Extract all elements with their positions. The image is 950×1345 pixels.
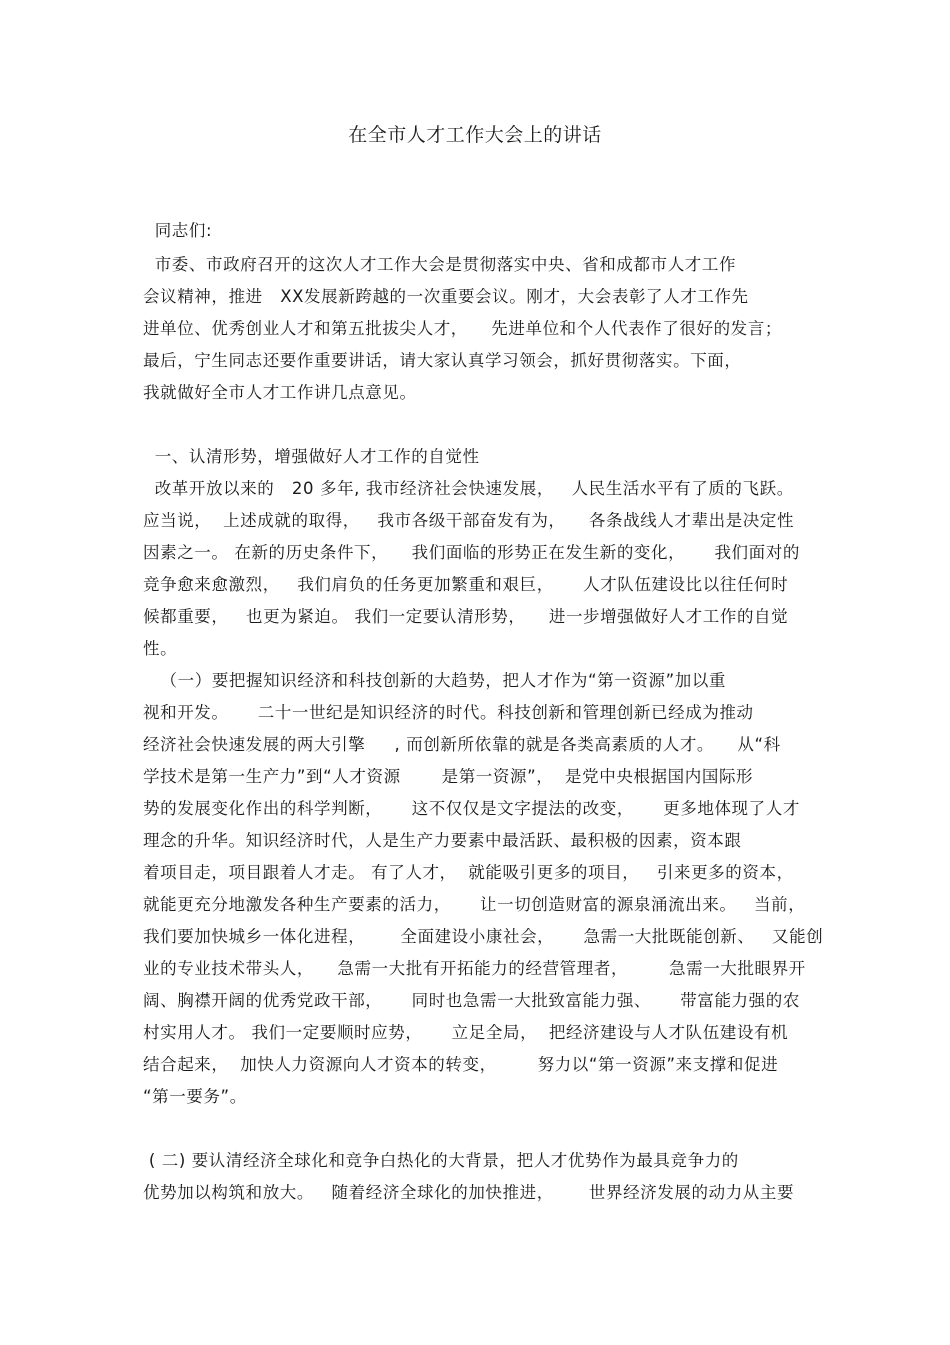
subsection1-line-14: “第一要务”。	[143, 1087, 247, 1106]
subsection1-line-10: 业的专业技术带头人， 急需一大批有开拓能力的经营管理者， 急需一大批眼界开	[143, 959, 806, 978]
subsection1-line-11: 阔、胸襟开阔的优秀党政干部， 同时也急需一大批致富能力强、 带富能力强的农	[143, 991, 800, 1010]
section1-line-6: 性。	[143, 639, 178, 658]
section1-line-3: 因素之一。 在新的历史条件下， 我们面临的形势正在发生新的变化， 我们面对的	[143, 543, 800, 562]
intro-line-2: 会议精神，推进 XX发展新跨越的一次重要会议。刚才，大会表彰了人才工作先	[143, 287, 749, 306]
subsection1-line-13: 结合起来， 加快人力资源向人才资本的转变， 努力以“第一资源”来支撑和促进	[143, 1055, 779, 1074]
subsection1-line-3: 经济社会快速发展的两大引擎 , 而创新所依靠的就是各类高素质的人才。 从“科	[143, 735, 781, 754]
intro-line-1: 市委、市政府召开的这次人才工作大会是贯彻落实中央、省和成都市人才工作	[143, 255, 737, 274]
salutation-line: 同志们:	[143, 221, 213, 240]
section1-line-2: 应当说， 上述成就的取得， 我市各级干部奋发有为， 各条战线人才辈出是决定性	[143, 511, 795, 530]
subsection1-line-1: （一）要把握知识经济和科技创新的大趋势，把人才作为“第一资源”加以重	[143, 671, 727, 690]
section1-line-5: 候都重要， 也更为紧迫。 我们一定要认清形势， 进一步增强做好人才工作的自觉	[143, 607, 789, 626]
document-title: 在全市人才工作大会上的讲话	[348, 124, 602, 146]
intro-line-5: 我就做好全市人才工作讲几点意见。	[143, 383, 417, 402]
subsection1-line-4: 学技术是第一生产力”到“人才资源 是第一资源”， 是党中央根据国内国际形	[143, 767, 754, 786]
subsection1-line-7: 着项目走，项目跟着人才走。 有了人才， 就能吸引更多的项目， 引来更多的资本，	[143, 863, 794, 882]
subsection1-line-12: 村实用人才。 我们一定要顺时应势， 立足全局， 把经济建设与人才队伍建设有机	[143, 1023, 789, 1042]
subsection1-line-8: 就能更充分地激发各种生产要素的活力， 让一切创造财富的源泉涌流出来。 当前，	[143, 895, 806, 914]
subsection1-line-6: 理念的升华。知识经济时代，人是生产力要素中最活跃、最积极的因素，资本跟	[143, 831, 742, 850]
subsection1-line-9: 我们要加快城乡一体化进程， 全面建设小康社会， 急需一大批既能创新、 又能创	[143, 927, 824, 946]
section1-line-4: 竞争愈来愈激烈， 我们肩负的任务更加繁重和艰巨， 人才队伍建设比以往任何时	[143, 575, 789, 594]
subsection1-line-2: 视和开发。 二十一世纪是知识经济的时代。科技创新和管理创新已经成为推动	[143, 703, 754, 722]
subsection2-line-2: 优势加以构筑和放大。 随着经济全球化的加快推进， 世界经济发展的动力从主要	[143, 1183, 795, 1202]
intro-line-4: 最后，宁生同志还要作重要讲话，请大家认真学习领会，抓好贯彻落实。下面，	[143, 351, 742, 370]
intro-line-3: 进单位、优秀创业人才和第五批拔尖人才， 先进单位和个人代表作了很好的发言；	[143, 319, 782, 338]
section-heading-1: 一、认清形势，增强做好人才工作的自觉性	[143, 447, 480, 466]
subsection2-line-1: ( 二) 要认清经济全球化和竞争白热化的大背景，把人才优势作为最具竞争力的	[143, 1151, 739, 1170]
subsection1-line-5: 势的发展变化作出的科学判断， 这不仅仅是文字提法的改变， 更多地体现了人才	[143, 799, 800, 818]
section1-line-1: 改革开放以来的 20 多年, 我市经济社会快速发展， 人民生活水平有了质的飞跃。	[143, 479, 794, 498]
